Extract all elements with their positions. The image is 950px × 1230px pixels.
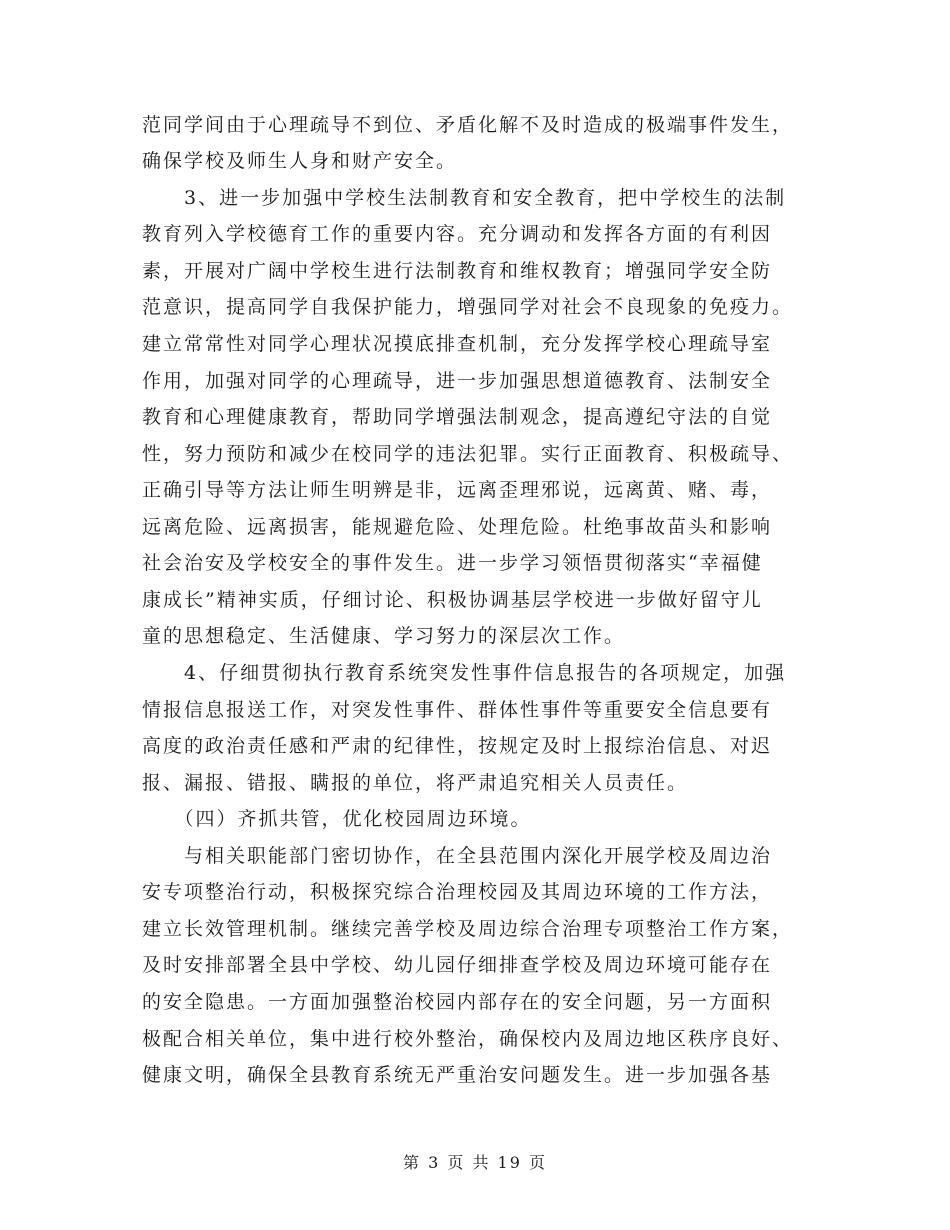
text-line: 建立长效管理机制。继续完善学校及周边综合治理专项整治工作方案， [142,918,794,940]
text-line: 范意识，提高同学自我保护能力，增强同学对社会不良现象的免疫力。 [142,296,794,318]
text-line: 范同学间由于心理疏导不到位、矛盾化解不及时造成的极端事件发生， [142,114,794,136]
text-line: 的安全隐患。一方面加强整治校园内部存在的安全问题，另一方面积 [142,991,773,1013]
text-line: 极配合相关单位，集中进行校外整治，确保校内及周边地区秩序良好、 [142,1028,794,1050]
page-footer: 第 3 页 共 19 页 [403,1153,547,1172]
text-line: 安专项整治行动，积极探究综合治理校园及其周边环境的工作方法， [142,881,773,903]
text-line: 教育列入学校德育工作的重要内容。充分调动和发挥各方面的有利因 [142,223,773,245]
text-line: 素，开展对广阔中学校生进行法制教育和维权教育；增强同学安全防 [142,260,773,282]
text-line: 建立常常性对同学心理状况摸底排查机制，充分发挥学校心理疏导室 [142,333,773,355]
text-line: 确保学校及师生人身和财产安全。 [142,150,458,172]
text-line: 与相关职能部门密切协作，在全县范围内深化开展学校及周边治 [142,845,773,867]
text-line: 情报信息报送工作，对突发性事件、群体性事件等重要安全信息要有 [142,699,773,721]
text-line: 远离危险、远离损害，能规避危险、处理危险。杜绝事故苗头和影响 [142,516,773,538]
text-line: 及时安排部署全县中学校、幼儿园仔细排查学校及周边环境可能存在 [142,954,773,976]
text-line: 报、漏报、错报、瞒报的单位，将严肃追究相关人员责任。 [142,772,689,794]
text-line: 性，努力预防和减少在校同学的违法犯罪。实行正面教育、积极疏导、 [142,443,794,465]
text-line: 高度的政治责任感和严肃的纪律性，按规定及时上报综治信息、对迟 [142,735,773,757]
text-line: 4、仔细贯彻执行教育系统突发性事件信息报告的各项规定，加强 [142,662,787,684]
text-line: 教育和心理健康教育，帮助同学增强法制观念，提高遵纪守法的自觉 [142,406,773,428]
text-line: 3、进一步加强中学校生法制教育和安全教育，把中学校生的法制 [142,187,787,209]
section-heading: （四）齐抓共管，优化校园周边环境。 [142,808,532,830]
text-line: 康成长”精神实质，仔细讨论、积极协调基层学校进一步做好留守儿 [142,589,763,611]
text-line: 健康文明，确保全县教育系统无严重治安问题发生。进一步加强各基 [142,1064,773,1086]
text-line: 社会治安及学校安全的事件发生。进一步学习领悟贯彻落实“幸福健 [142,552,763,574]
text-line: 作用，加强对同学的心理疏导，进一步加强思想道德教育、法制安全 [142,370,773,392]
text-line: 童的思想稳定、生活健康、学习努力的深层次工作。 [142,625,626,647]
text-line: 正确引导等方法让师生明辨是非，远离歪理邪说，远离黄、赌、毒， [142,479,773,501]
